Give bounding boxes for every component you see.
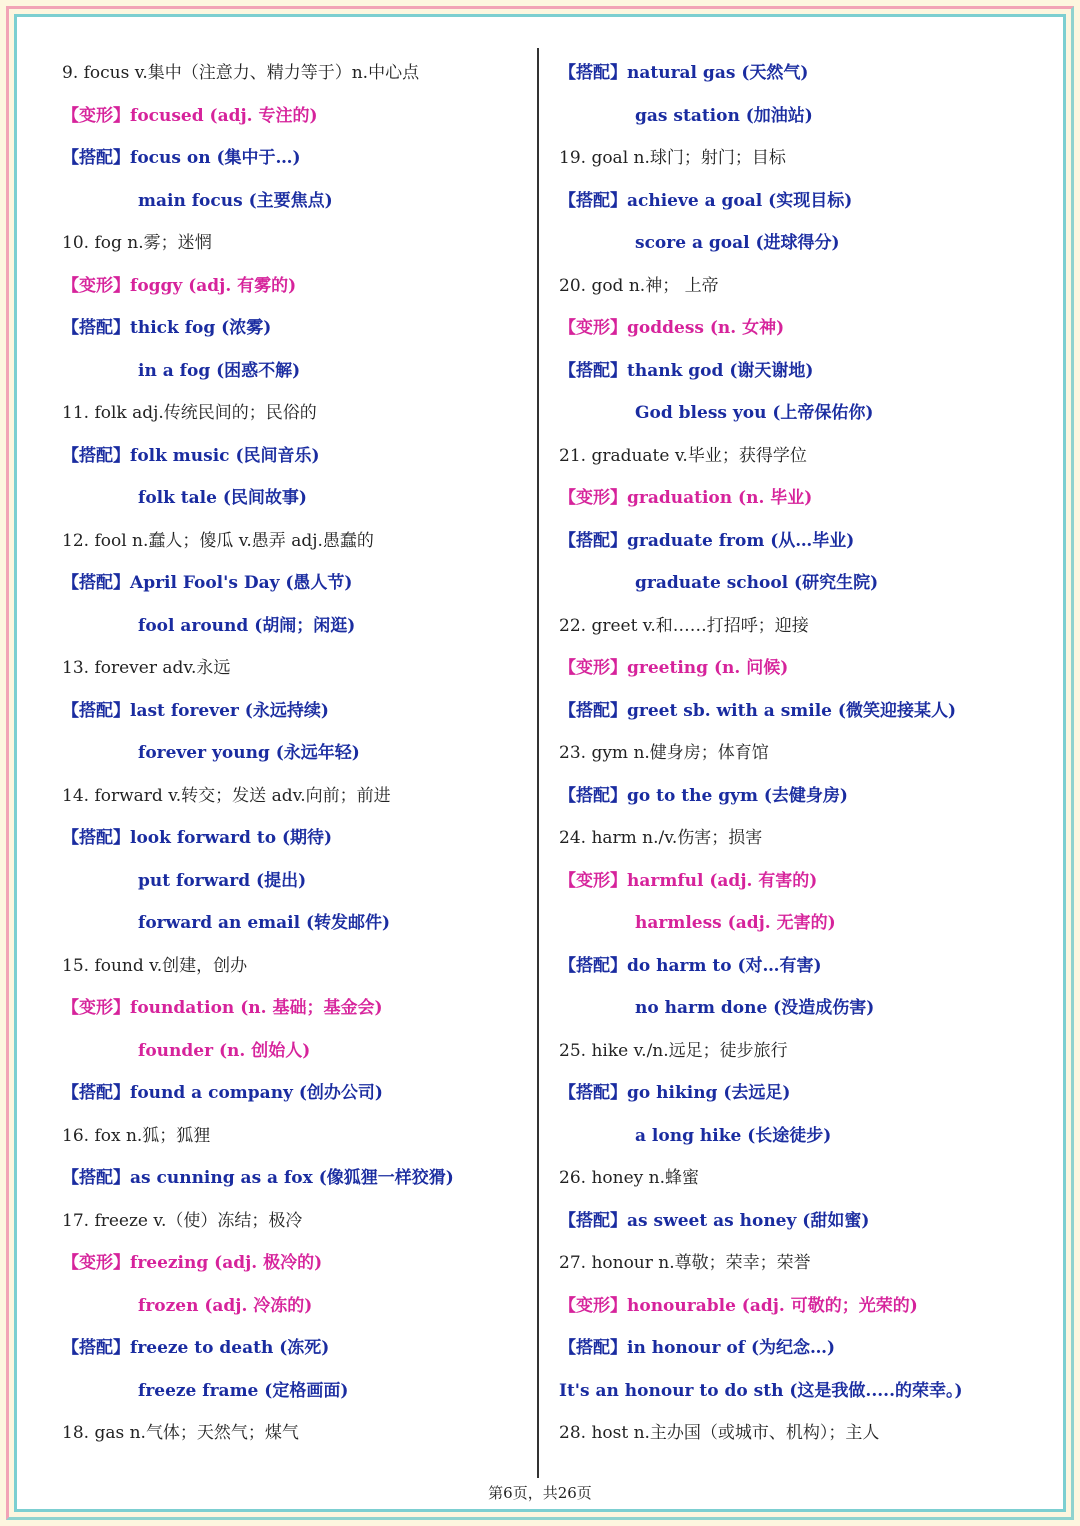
vocab-variant-line: 【变形】focused (adj. 专注的) xyxy=(62,105,318,126)
vocab-collocation-line: forever young (永远年轻) xyxy=(138,743,360,763)
vocab-collocation-line: score a goal (进球得分) xyxy=(635,233,840,253)
vocab-collocation-line: 【搭配】natural gas (天然气) xyxy=(559,63,809,83)
vocab-entry-headword: 26. honey n.蜂蜜 xyxy=(559,1168,699,1188)
vocab-variant-line: 【变形】foundation (n. 基础；基金会) xyxy=(62,998,383,1018)
vocab-collocation-line: 【搭配】focus on (集中于…) xyxy=(62,148,301,168)
vocab-collocation-line: forward an email (转发邮件) xyxy=(138,913,391,933)
vocab-collocation-line: 【搭配】April Fool's Day (愚人节) xyxy=(62,573,353,593)
vocab-collocation-line: put forward (提出) xyxy=(138,870,307,891)
vocab-entry-headword: 18. gas n.气体；天然气；煤气 xyxy=(62,1423,299,1443)
vocab-collocation-line: freeze frame (定格画面) xyxy=(138,1380,349,1401)
vocab-collocation-line: 【搭配】as sweet as honey (甜如蜜) xyxy=(559,1210,870,1231)
right-column xyxy=(559,48,1049,1451)
page-number: 第6页，共26页 xyxy=(488,1484,592,1502)
vocab-collocation-line: 【搭配】do harm to (对…有害) xyxy=(559,955,822,976)
vocab-entry-headword: 15. found v.创建，创办 xyxy=(62,955,248,976)
column-divider xyxy=(537,48,539,1478)
vocab-entry-headword: 13. forever adv.永远 xyxy=(62,658,231,678)
vocab-entry-headword: 11. folk adj.传统民间的；民俗的 xyxy=(62,403,317,423)
vocab-collocation-line: in a fog (困惑不解) xyxy=(138,360,301,381)
vocab-variant-line: 【变形】goddess (n. 女神) xyxy=(559,318,785,338)
vocab-collocation-line: 【搭配】freeze to death (冻死) xyxy=(62,1338,330,1358)
vocab-entry-headword: 20. god n.神； 上帝 xyxy=(559,275,719,296)
vocab-entry-headword: 27. honour n.尊敬；荣幸；荣誉 xyxy=(559,1253,811,1273)
vocab-collocation-line: 【搭配】go to the gym (去健身房) xyxy=(559,785,848,806)
vocab-entry-headword: 19. goal n.球门；射门；目标 xyxy=(559,148,786,168)
vocab-variant-line: 【变形】harmful (adj. 有害的) xyxy=(559,870,818,891)
vocab-variant-line: 【变形】freezing (adj. 极冷的) xyxy=(62,1253,323,1273)
vocab-variant-line: founder (n. 创始人) xyxy=(138,1040,311,1061)
vocab-collocation-line: 【搭配】thank god (谢天谢地) xyxy=(559,360,814,381)
vocab-entry-headword: 25. hike v./n.远足；徒步旅行 xyxy=(559,1040,788,1061)
vocab-collocation-line: main focus (主要焦点) xyxy=(138,190,333,211)
vocab-collocation-line: 【搭配】last forever (永远持续) xyxy=(62,700,329,721)
vocab-entry-headword: 21. graduate v.毕业；获得学位 xyxy=(559,445,807,466)
vocab-variant-line: harmless (adj. 无害的) xyxy=(635,913,836,933)
vocab-collocation-line: 【搭配】graduate from (从…毕业) xyxy=(559,530,855,551)
vocab-collocation-line: It's an honour to do sth (这是我做.....的荣幸。) xyxy=(559,1380,963,1401)
left-column xyxy=(62,48,532,1451)
vocab-entry-headword: 17. freeze v.（使）冻结；极冷 xyxy=(62,1210,303,1231)
vocab-collocation-line: 【搭配】folk music (民间音乐) xyxy=(62,445,320,466)
vocab-collocation-line: graduate school (研究生院) xyxy=(635,573,879,593)
vocab-collocation-line: fool around (胡闹；闲逛) xyxy=(138,615,356,636)
vocab-variant-line: 【变形】graduation (n. 毕业) xyxy=(559,488,813,508)
vocab-collocation-line: 【搭配】in honour of (为纪念…) xyxy=(559,1338,836,1358)
vocab-entry-headword: 10. fog n.雾；迷惘 xyxy=(62,233,212,253)
vocab-entry-headword: 16. fox n.狐；狐狸 xyxy=(62,1125,211,1146)
vocab-entry-headword: 9. focus v.集中（注意力、精力等于）n.中心点 xyxy=(62,63,420,83)
vocab-entry-headword: 28. host n.主办国（或城市、机构）；主人 xyxy=(559,1423,880,1443)
vocab-collocation-line: no harm done (没造成伤害) xyxy=(635,998,875,1018)
vocab-collocation-line: gas station (加油站) xyxy=(635,105,813,126)
vocab-variant-line: 【变形】greeting (n. 问候) xyxy=(559,658,789,678)
vocab-collocation-line: 【搭配】thick fog (浓雾) xyxy=(62,318,272,338)
vocab-collocation-line: 【搭配】as cunning as a fox (像狐狸一样狡猾) xyxy=(62,1168,454,1188)
vocab-collocation-line: 【搭配】look forward to (期待) xyxy=(62,828,333,848)
vocab-entry-headword: 14. forward v.转交；发送 adv.向前；前进 xyxy=(62,785,391,806)
vocab-entry-headword: 24. harm n./v.伤害；损害 xyxy=(559,828,763,848)
vocab-entry-headword: 23. gym n.健身房；体育馆 xyxy=(559,743,769,763)
vocab-collocation-line: a long hike (长途徒步) xyxy=(635,1125,832,1146)
vocab-variant-line: 【变形】foggy (adj. 有雾的) xyxy=(62,275,297,296)
vocab-collocation-line: 【搭配】found a company (创办公司) xyxy=(62,1083,383,1103)
vocab-collocation-line: 【搭配】greet sb. with a smile (微笑迎接某人) xyxy=(559,700,956,721)
vocab-collocation-line: 【搭配】go hiking (去远足) xyxy=(559,1083,791,1103)
vocab-collocation-line: folk tale (民间故事) xyxy=(138,488,307,508)
vocab-variant-line: frozen (adj. 冷冻的) xyxy=(138,1295,313,1316)
vocab-collocation-line: God bless you (上帝保佑你) xyxy=(635,403,874,423)
vocab-entry-headword: 22. greet v.和……打招呼；迎接 xyxy=(559,615,809,636)
vocab-collocation-line: 【搭配】achieve a goal (实现目标) xyxy=(559,190,853,211)
vocab-variant-line: 【变形】honourable (adj. 可敬的；光荣的) xyxy=(559,1295,918,1316)
vocab-entry-headword: 12. fool n.蠢人；傻瓜 v.愚弄 adj.愚蠢的 xyxy=(62,530,374,551)
